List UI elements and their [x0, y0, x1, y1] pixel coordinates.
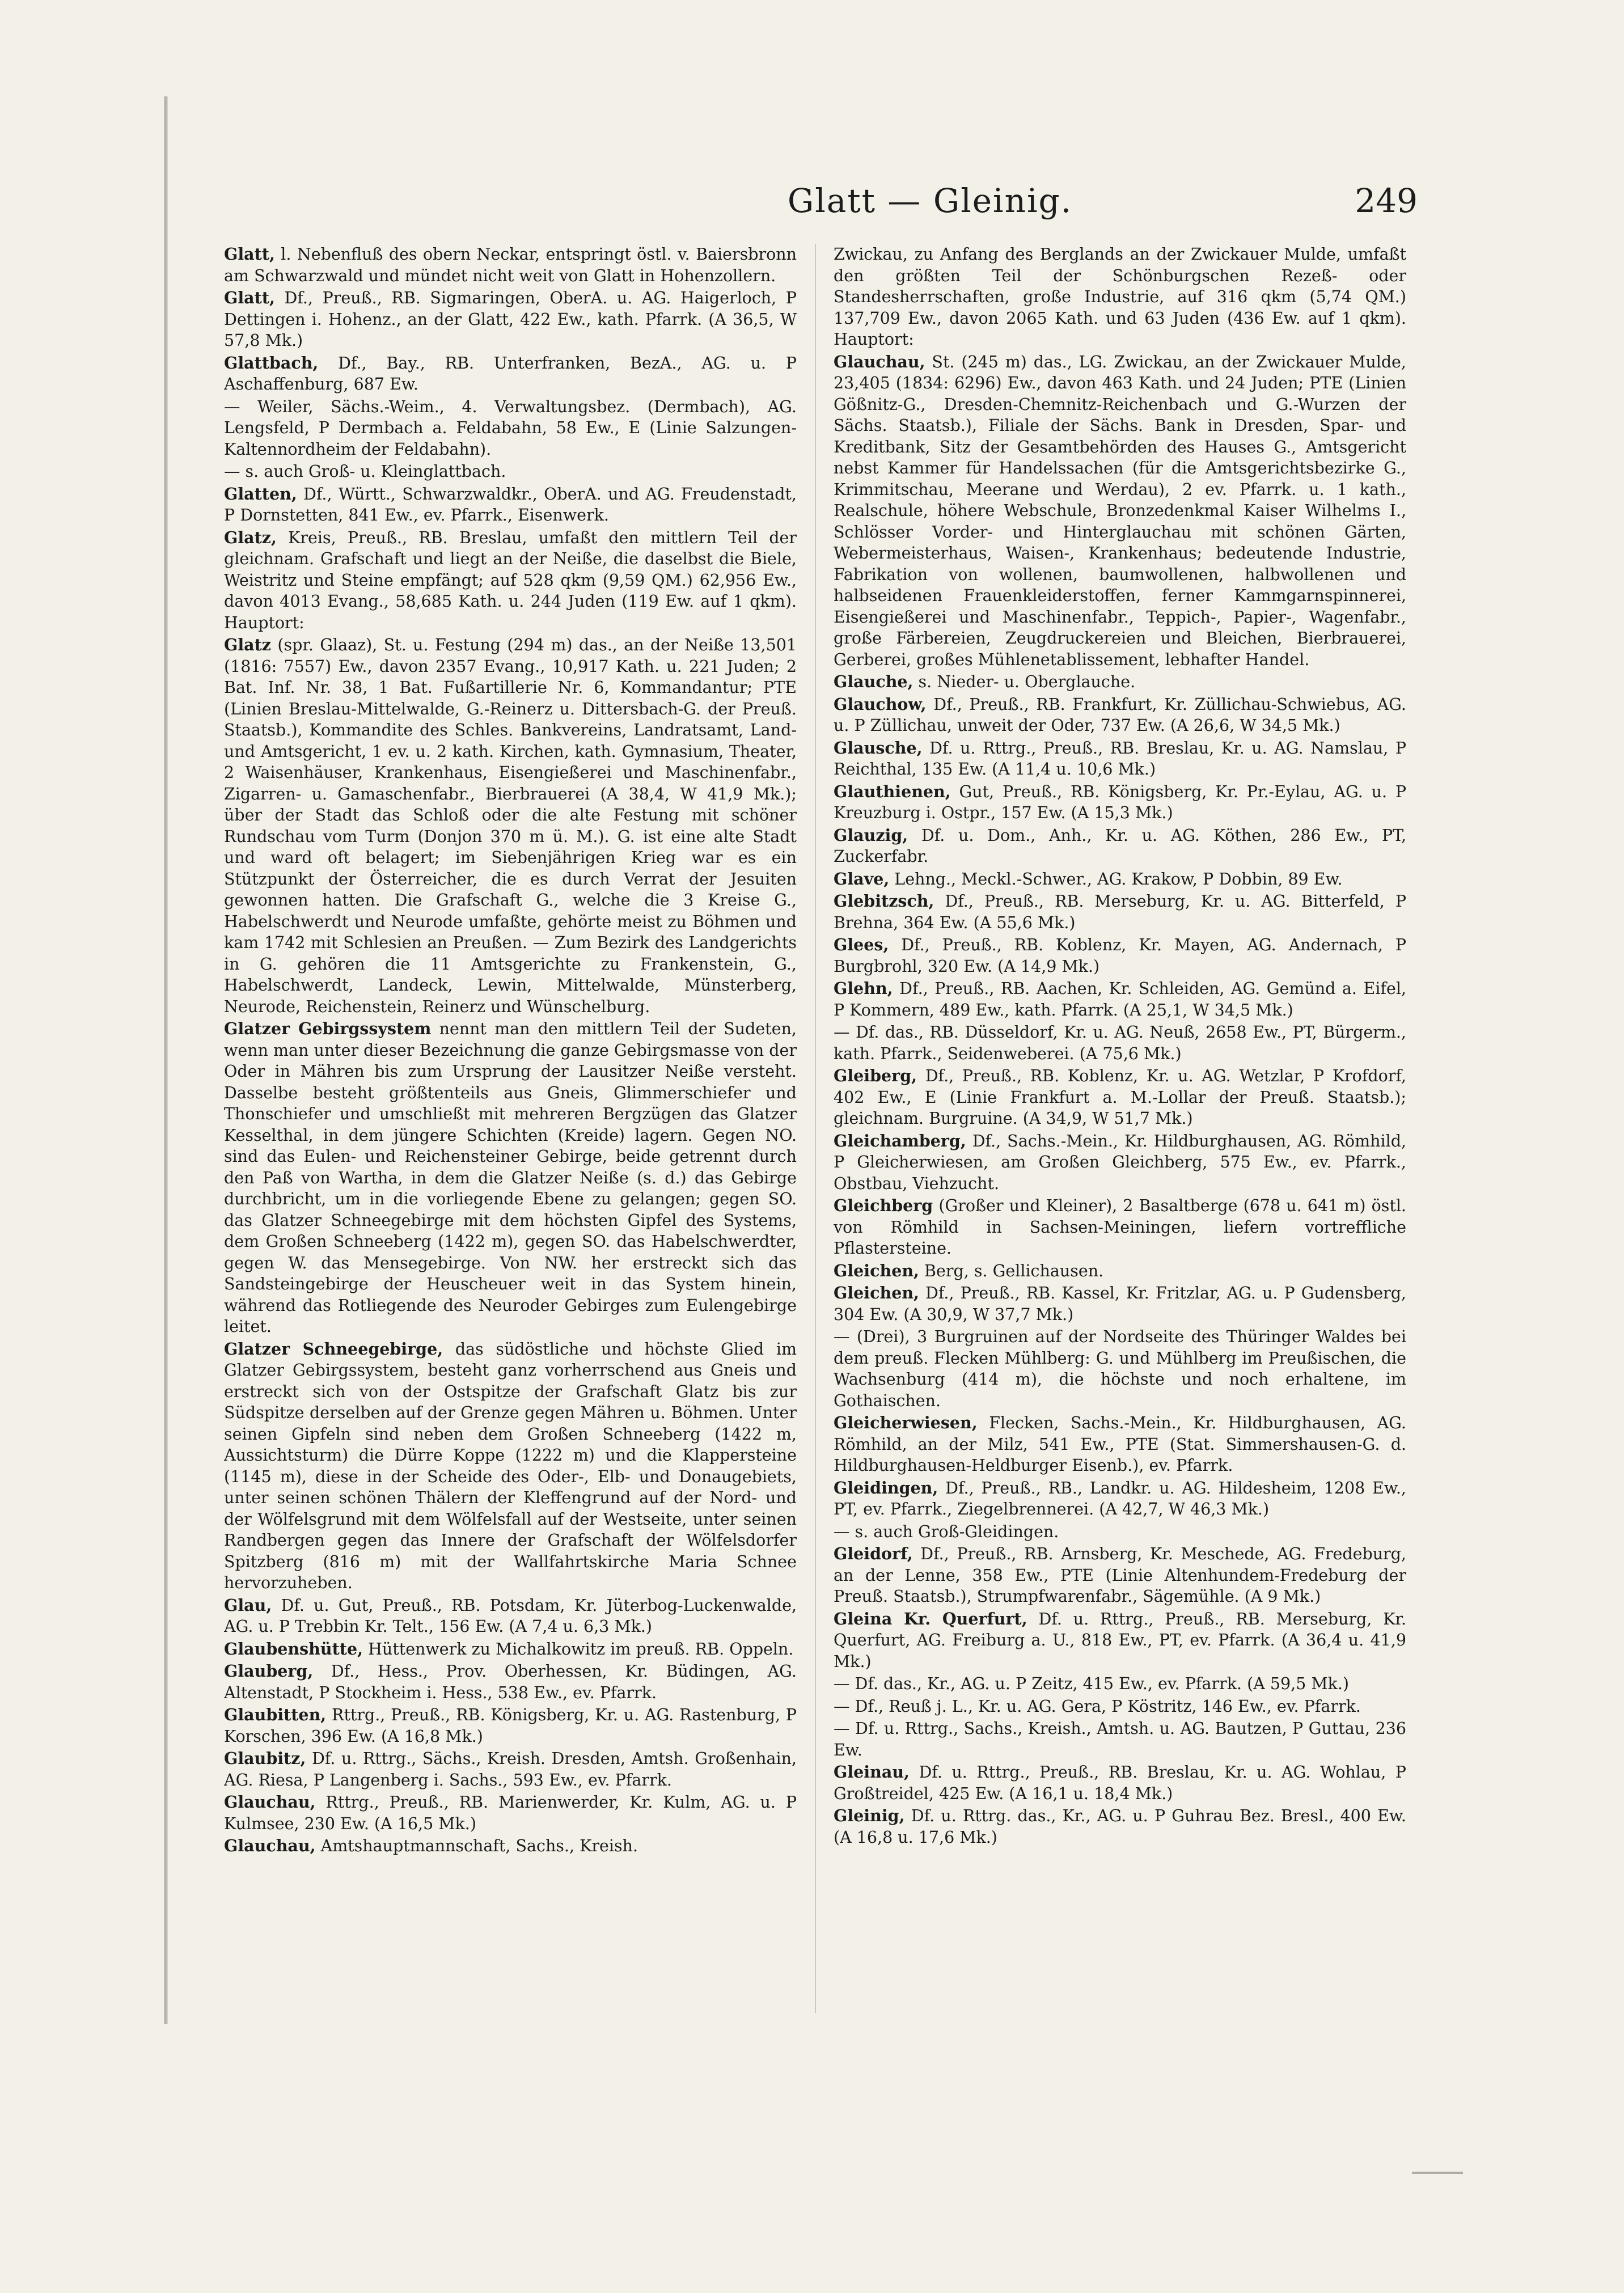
- entry-headword: Glauchow,: [834, 694, 927, 714]
- entry-headword: Glaubenshütte,: [224, 1639, 363, 1659]
- dictionary-entry: [224, 1339, 797, 1594]
- entry-text: — Df., Reuß j. L., Kr. u. AG. Gera, P Köstritz, 146 Ew., ev. Pfarrk.: [834, 1697, 1361, 1716]
- entry-headword: Gleinig,: [834, 1806, 905, 1825]
- entry-text: — Df. u. Rttrg., Sachs., Kreish., Amtsh. u. AG. Bautzen, P Guttau, 236 Ew.: [834, 1719, 1406, 1759]
- entry-text: Berg, s. Gellichausen.: [919, 1261, 1104, 1280]
- running-head: Glatt — Gleinig.: [787, 181, 1073, 220]
- dictionary-entry: [834, 1260, 1406, 1282]
- dictionary-entry: [224, 1018, 797, 1338]
- dictionary-entry: [834, 1762, 1406, 1804]
- dictionary-entry: [834, 1696, 1406, 1717]
- entry-headword: Glauchau,: [224, 1836, 316, 1855]
- dictionary-entry: [834, 1609, 1406, 1673]
- entry-headword: Glauchau,: [224, 1792, 316, 1812]
- entry-text: Df. u. Rttrg., Sächs., Kreish. Dresden, Amtsh. Großenhain, AG. Riesa, P Langenberg i. Sachs., 593 Ew., ev. Pfarrk.: [224, 1749, 797, 1789]
- entry-text: Df., Bay., RB. Unterfranken, BezA., AG. u. P Aschaffenburg, 687 Ew.: [224, 353, 797, 394]
- entry-headword: Glehn,: [834, 979, 893, 998]
- entry-headword: Glatz: [224, 635, 271, 654]
- dictionary-entry: [224, 527, 797, 634]
- entry-headword: Glatten,: [224, 484, 297, 504]
- entry-headword: Glauchau,: [834, 352, 925, 371]
- dictionary-entry: [224, 461, 797, 483]
- entry-text: — s. auch Groß-Gleidingen.: [834, 1522, 1059, 1541]
- dictionary-entry: [224, 484, 797, 526]
- dictionary-entry: [224, 1704, 797, 1747]
- dictionary-entry: [834, 934, 1406, 977]
- entry-text: Df. u. Rttrg., Preuß., RB. Merseburg, Kr. Querfurt, AG. Freiburg a. U., 818 Ew., PT, ev. Pfarrk. (A 36,4 u. 41,9 Mk.): [834, 1609, 1406, 1671]
- dictionary-entry: [834, 694, 1406, 737]
- dictionary-entry: [834, 1131, 1406, 1195]
- dictionary-entry: [834, 1412, 1406, 1477]
- dictionary-entry: [834, 1718, 1406, 1761]
- entry-text: (spr. Glaaz), St. u. Festung (294 m) das., an der Neiße 13,501 (1816: 7557) Ew., davon 2357 Evang., 10,917 Kath. u. 221 Juden; 2 Bat. Inf. Nr. 38, 1 Bat. Fußartillerie Nr. 6, Kommandantur; PTE (Linien Breslau-Mittelwalde, G.-Reinerz u. Dittersbach-G. der Preuß. Staatsb.), Kommandite des Schles. Bankvereins, Landratsamt, Land- und Amtsgericht, 1 ev. u. 2 kath. Kirchen, kath. Gymnasium, Theater, 2 Waisenhäuser, Krankenhaus, Eisengießerei und Maschinenfabr., Zigarren- u. Gamaschenfabr., Bierbrauerei (A 38,4, W 41,9 Mk.); über der Stadt das Schloß oder die alte Festung mit schöner Rundschau vom Turm (Donjon 370 m ü. M.). G. ist eine alte Stadt und ward oft belagert; im Siebenjährigen Krieg war es ein Stützpunkt der Österreicher, die es durch Verrat der Jesuiten gewonnen hatten. Die Grafschaft G., welche die 3 Kreise G., Habelschwerdt und Neurode umfaßte, gehörte meist zu Böhmen und kam 1742 mit Schlesien an Preußen. — Zum Bezirk des Landgerichts in G. gehören die 11 Amtsgerichte zu Frankenstein, G., Habelschwerdt, Landeck, Lewin, Mittelwalde, Münsterberg, Neurode, Reichenstein, Reinerz und Wünschelburg.: [224, 636, 797, 1016]
- entry-headword: Glatzer Schneegebirge,: [224, 1339, 443, 1359]
- entry-headword: Gleidorf,: [834, 1544, 913, 1563]
- entry-headword: Glau,: [224, 1595, 272, 1615]
- entry-headword: Gleichen,: [834, 1260, 919, 1280]
- dictionary-entry: [834, 1022, 1406, 1064]
- dictionary-entry: [224, 634, 797, 1017]
- dictionary-entry: [834, 978, 1406, 1021]
- entry-text: Df., Preuß., RB. Koblenz, Kr. Mayen, AG. Andernach, P Burgbrohl, 320 Ew. (A 14,9 Mk.): [834, 936, 1406, 976]
- entry-headword: Gleidingen,: [834, 1478, 938, 1497]
- dictionary-entry: [834, 671, 1406, 693]
- entry-headword: Glatt,: [224, 244, 275, 264]
- dictionary-entry: [834, 825, 1406, 868]
- entry-text: — Df. das., RB. Düsseldorf, Kr. u. AG. Neuß, 2658 Ew., PT, Bürgerm., kath. Pfarrk., Seidenweberei. (A 75,6 Mk.): [834, 1023, 1406, 1063]
- entry-headword: Glatz,: [224, 527, 277, 547]
- entry-text: Df., Preuß., RB. Sigmaringen, OberA. u. AG. Haigerloch, P Dettingen i. Hohenz., an der Glatt, 422 Ew., kath. Pfarrk. (A 36,5, W 57,8 Mk.): [224, 289, 797, 350]
- entry-headword: Gleinau,: [834, 1762, 910, 1782]
- dictionary-entry: [834, 352, 1406, 671]
- dictionary-entry: [834, 1326, 1406, 1411]
- entry-headword: Gleina Kr. Querfurt,: [834, 1609, 1027, 1628]
- entry-text: Df., Preuß., RB. Frankfurt, Kr. Züllichau-Schwiebus, AG. u. P Züllichau, unweit der Oder, 737 Ew. (A 26,6, W 34,5 Mk.): [834, 695, 1406, 735]
- dictionary-entry: [224, 1639, 797, 1660]
- right-column: [834, 244, 1406, 2030]
- entry-text: (Großer und Kleiner), 2 Basaltberge (678 u. 641 m) östl. von Römhild in Sachsen-Meiningen, liefern vortreffliche Pflastersteine.: [834, 1196, 1406, 1258]
- entry-text: Amtshauptmannschaft, Sachs., Kreish.: [315, 1837, 638, 1855]
- entry-text: s. Nieder- u. Oberglauche.: [913, 672, 1136, 691]
- entry-text: — (Drei), 3 Burgruinen auf der Nordseite des Thüringer Waldes bei dem preuß. Flecken Mühlberg: G. und Mühlberg im Preußischen, die Wachsenburg (414 m), die höchste und noch erhaltene, im Gothaischen.: [834, 1327, 1406, 1410]
- dictionary-entry: [834, 781, 1406, 824]
- dictionary-entry: [224, 353, 797, 395]
- entry-headword: Glauche,: [834, 672, 914, 691]
- dictionary-entry: [224, 287, 797, 352]
- entry-text: Df., Preuß., RB. Arnsberg, Kr. Meschede, AG. Fredeburg, an der Lenne, 358 Ew., PTE (Linie Altenhundem-Fredeburg der Preuß. Staatsb.), Strumpfwarenfabr., Sägemühle. (A 9 Mk.): [834, 1545, 1406, 1606]
- dictionary-entry: [224, 1792, 797, 1834]
- entry-headword: Gleichberg: [834, 1196, 933, 1215]
- entry-text: Rttrg., Preuß., RB. Marienwerder, Kr. Kulm, AG. u. P Kulmsee, 230 Ew. (A 16,5 Mk.): [224, 1793, 797, 1833]
- entry-headword: Glatzer Gebirgssystem: [224, 1019, 432, 1038]
- entry-headword: Glees,: [834, 935, 889, 954]
- dictionary-entry: [834, 1521, 1406, 1543]
- entry-text: Df., Sachs.-Mein., Kr. Hildburghausen, AG. Römhild, P Gleicherwiesen, am Großen Gleichberg, 575 Ew., ev. Pfarrk., Obstbau, Viehzucht.: [834, 1131, 1406, 1193]
- entry-headword: Glauberg,: [224, 1661, 314, 1681]
- entry-headword: Gleicherwiesen,: [834, 1413, 978, 1432]
- dictionary-entry: [224, 396, 797, 460]
- dictionary-entry: [834, 738, 1406, 780]
- entry-text: Df., Württ., Schwarzwaldkr., OberA. und AG. Freudenstadt, P Dornstetten, 841 Ew., ev. Pfarrk., Eisenwerk.: [224, 484, 797, 524]
- entry-text: Df. u. Rttrg. das., Kr., AG. u. P Guhrau Bez. Bresl., 400 Ew. (A 16,8 u. 17,6 Mk.): [834, 1807, 1406, 1847]
- page-header: [646, 181, 1418, 232]
- page-number: 249: [1355, 181, 1418, 220]
- entry-text: — s. auch Groß- u. Kleinglattbach.: [224, 462, 506, 481]
- entry-text: das südöstliche und höchste Glied im Glatzer Gebirgssystem, besteht ganz vorherrschend aus Gneis und erstreckt sich von der Ostspitze der Grafschaft Glatz bis zur Südspitze derselben auf der Grenze gegen Mähren u. Böhmen. Unter seinen Gipfeln sind neben dem Großen Schneeberg (1422 m, Aussichtsturm) die Dürre Koppe (1222 m) und die Klappersteine (1145 m), diese in der Scheide des Oder-, Elb- und Donaugebiets, unter seinen schönen Thälern der Kleffengrund auf der Nord- und der Wölfelsgrund mit dem Wölfelsfall auf der Westseite, unter seinen Randbergen gegen das Innere der Grafschaft der Wölfelsdorfer Spitzberg (816 m) mit der Wallfahrtskirche Maria Schnee hervorzuheben.: [224, 1339, 797, 1592]
- dictionary-entry: [834, 1543, 1406, 1607]
- entry-text: Lehng., Meckl.-Schwer., AG. Krakow, P Dobbin, 89 Ew.: [889, 869, 1343, 889]
- entry-headword: Glebitzsch,: [834, 891, 934, 911]
- entry-text: Flecken, Sachs.-Mein., Kr. Hildburghausen, AG. Römhild, an der Milz, 541 Ew., PTE (Stat. Simmershausen-G. d. Hildburghausen-Heldburger Eisenb.), ev. Pfarrk.: [834, 1414, 1406, 1475]
- entry-text: Df., Hess., Prov. Oberhessen, Kr. Büdingen, AG. Altenstadt, P Stockheim i. Hess., 538 Ew., ev. Pfarrk.: [224, 1662, 797, 1702]
- footer-mark: [1412, 2172, 1463, 2174]
- entry-text: St. (245 m) das., LG. Zwickau, an der Zwickauer Mulde, 23,405 (1834: 6296) Ew., davon 463 Kath. und 24 Juden; PTE (Linien Gößnitz-G., Dresden-Chemnitz-Reichenbach und G.-Wurzen der Sächs. Staatsb.), Filiale der Sächs. Bank in Dresden, Spar- und Kreditbank, Sitz der Gesamtbehörden des Hauses G., Amtsgericht nebst Kammer für Handelssachen (für die Amtsgerichtsbezirke G., Krimmitschau, Meerane und Werdau), 2 ev. Pfarrk. u. 1 kath., Realschule, höhere Webschule, Bronzedenkmal Kaiser Wilhelms I., Schlösser Vorder- und Hinterglauchau mit schönen Gärten, Webermeisterhaus, Waisen-, Krankenhaus; bedeutende Industrie, Fabrikation von wollenen, baumwollenen, halbwollenen und halbseidenen Frauenkleiderstoffen, ferner Kammgarnspinnerei, Eisengießerei und Maschinenfabr., Teppich-, Papier-, Wagenfabr., große Färbereien, Zeugdruckereien und Bleichen, Bierbrauerei, Gerberei, großes Mühlenetablissement, lebhafter Handel.: [834, 352, 1406, 669]
- entry-headword: Glave,: [834, 869, 890, 889]
- left-column: [224, 244, 797, 2030]
- dictionary-entry: [224, 1661, 797, 1703]
- entry-text: — Df. das., Kr., AG. u. P Zeitz, 415 Ew., ev. Pfarrk. (A 59,5 Mk.): [834, 1674, 1350, 1693]
- entry-headword: Glattbach,: [224, 353, 319, 373]
- entry-headword: Glauthienen,: [834, 781, 951, 801]
- entry-headword: Gleiberg,: [834, 1066, 917, 1085]
- entry-headword: Gleichen,: [834, 1283, 919, 1302]
- dictionary-entry: [224, 1595, 797, 1638]
- page-edge: [164, 96, 168, 2024]
- entry-text: Df., Preuß., RB. Koblenz, Kr. u. AG. Wetzlar, P Krofdorf, 402 Ew., E (Linie Frankfurt a. M.-Lollar der Preuß. Staatsb.); gleichnam. Burgruine. (A 34,9, W 51,7 Mk.): [834, 1067, 1406, 1128]
- dictionary-entry: [834, 1195, 1406, 1259]
- entry-text: Df. u. Dom., Anh., Kr. u. AG. Köthen, 286 Ew., PT, Zuckerfabr.: [834, 826, 1406, 866]
- dictionary-entry: [834, 891, 1406, 933]
- entry-text: Df. u. Gut, Preuß., RB. Potsdam, Kr. Jüterbog-Luckenwalde, AG. u. P Trebbin Kr. Telt., 156 Ew. (A 7,4 u. 6,3 Mk.): [224, 1596, 797, 1636]
- dictionary-entry: [224, 1748, 797, 1791]
- dictionary-entry: [834, 1283, 1406, 1325]
- entry-text: Kreis, Preuß., RB. Breslau, umfaßt den mittlern Teil der gleichnam. Grafschaft und liegt an der Neiße, die daselbst die Biele, Weistritz und Steine empfängt; auf 528 qkm (9,59 QM.) 62,956 Ew., davon 4013 Evang., 58,685 Kath. u. 244 Juden (119 Ew. auf 1 qkm). Hauptort:: [224, 528, 797, 632]
- entry-headword: Glausche,: [834, 738, 923, 758]
- entry-headword: Glaubitz,: [224, 1749, 306, 1768]
- entry-headword: Glaubitten,: [224, 1705, 327, 1724]
- entry-text: Df. u. Rttrg., Preuß., RB. Breslau, Kr. u. AG. Wohlau, P Großtreidel, 425 Ew. (A 16,1 u. 18,4 Mk.): [834, 1763, 1406, 1803]
- dictionary-entry: [834, 1805, 1406, 1848]
- text-columns: [224, 244, 1426, 2030]
- dictionary-entry: [224, 244, 797, 286]
- entry-text: Gut, Preuß., RB. Königsberg, Kr. Pr.-Eylau, AG. u. P Kreuzburg i. Ostpr., 157 Ew. (A 15,3 Mk.): [834, 782, 1406, 822]
- column-divider: [815, 244, 816, 2013]
- dictionary-entry: [224, 1835, 797, 1857]
- entry-text: Df., Preuß., RB., Landkr. u. AG. Hildesheim, 1208 Ew., PT, ev. Pfarrk., Ziegelbrennerei. (A 42,7, W 46,3 Mk.): [834, 1478, 1406, 1518]
- entry-text: Zwickau, zu Anfang des Berglands an der Zwickauer Mulde, umfaßt den größten Teil der Schönburgschen Rezeß- oder Standesherrschaften, große Industrie, auf 316 qkm (5,74 QM.) 137,709 Ew., davon 2065 Kath. und 63 Juden (436 Ew. auf 1 qkm). Hauptort:: [834, 245, 1406, 349]
- entry-text: Df., Preuß., RB. Kassel, Kr. Fritzlar, AG. u. P Gudensberg, 304 Ew. (A 30,9, W 37,7 Mk.): [834, 1284, 1406, 1324]
- entry-text: Df., Preuß., RB. Merseburg, Kr. u. AG. Bitterfeld, P Brehna, 364 Ew. (A 55,6 Mk.): [834, 892, 1406, 932]
- entry-text: l. Nebenfluß des obern Neckar, entspringt östl. v. Baiersbronn am Schwarzwald und mündet nicht weit von Glatt in Hohenzollern.: [224, 245, 797, 285]
- entry-headword: Glatt,: [224, 288, 275, 307]
- entry-text: Df. u. Rttrg., Preuß., RB. Breslau, Kr. u. AG. Namslau, P Reichthal, 135 Ew. (A 11,4 u. 10,6 Mk.): [834, 738, 1406, 779]
- entry-headword: Gleichamberg,: [834, 1131, 966, 1150]
- dictionary-entry: [834, 244, 1406, 350]
- entry-headword: Glauzig,: [834, 825, 908, 845]
- dictionary-entry: [834, 1478, 1406, 1520]
- entry-text: Rttrg., Preuß., RB. Königsberg, Kr. u. AG. Rastenburg, P Korschen, 396 Ew. (A 16,8 Mk.): [224, 1706, 797, 1746]
- entry-text: — Weiler, Sächs.-Weim., 4. Verwaltungsbez. (Dermbach), AG. Lengsfeld, P Dermbach a. Feldabahn, 58 Ew., E (Linie Salzungen-Kaltennordheim der Feldabahn).: [224, 397, 797, 459]
- dictionary-entry: [834, 869, 1406, 890]
- entry-text: Df., Preuß., RB. Aachen, Kr. Schleiden, AG. Gemünd a. Eifel, P Kommern, 489 Ew., kath. Pfarrk. (A 25,1, W 34,5 Mk.): [834, 979, 1406, 1019]
- dictionary-entry: [834, 1673, 1406, 1695]
- dictionary-entry: [834, 1065, 1406, 1129]
- entry-text: Hüttenwerk zu Michalkowitz im preuß. RB. Oppeln.: [363, 1639, 794, 1659]
- entry-text: nennt man den mittlern Teil der Sudeten, wenn man unter dieser Bezeichnung die ganze Gebirgsmasse von der Oder in Mähren bis zum Ursprung der Lausitzer Neiße versteht. Dasselbe besteht größtenteils aus Gneis, Glimmerschiefer und Thonschiefer und umschließt mit mehreren Bergzügen das Glatzer Kesselthal, in dem jüngere Schichten (Kreide) lagern. Gegen NO. sind das Eulen- und Reichensteiner Gebirge, beide getrennt durch den Paß von Wartha, in dem die Glatzer Neiße (s. d.) das Gebirge durchbricht, um in die vorliegende Ebene zu gelangen; gegen SO. das Glatzer Schneegebirge mit dem höchsten Gipfel des Systems, dem Großen Schneeberg (1422 m), gegen SO. das Habelschwerdter, gegen W. das Mensegebirge. Von NW. her erstreckt sich das Sandsteingebirge der Heuscheuer weit in das System hinein, während das Rotliegende des Neuroder Gebirges zum Eulengebirge leitet.: [224, 1019, 797, 1336]
